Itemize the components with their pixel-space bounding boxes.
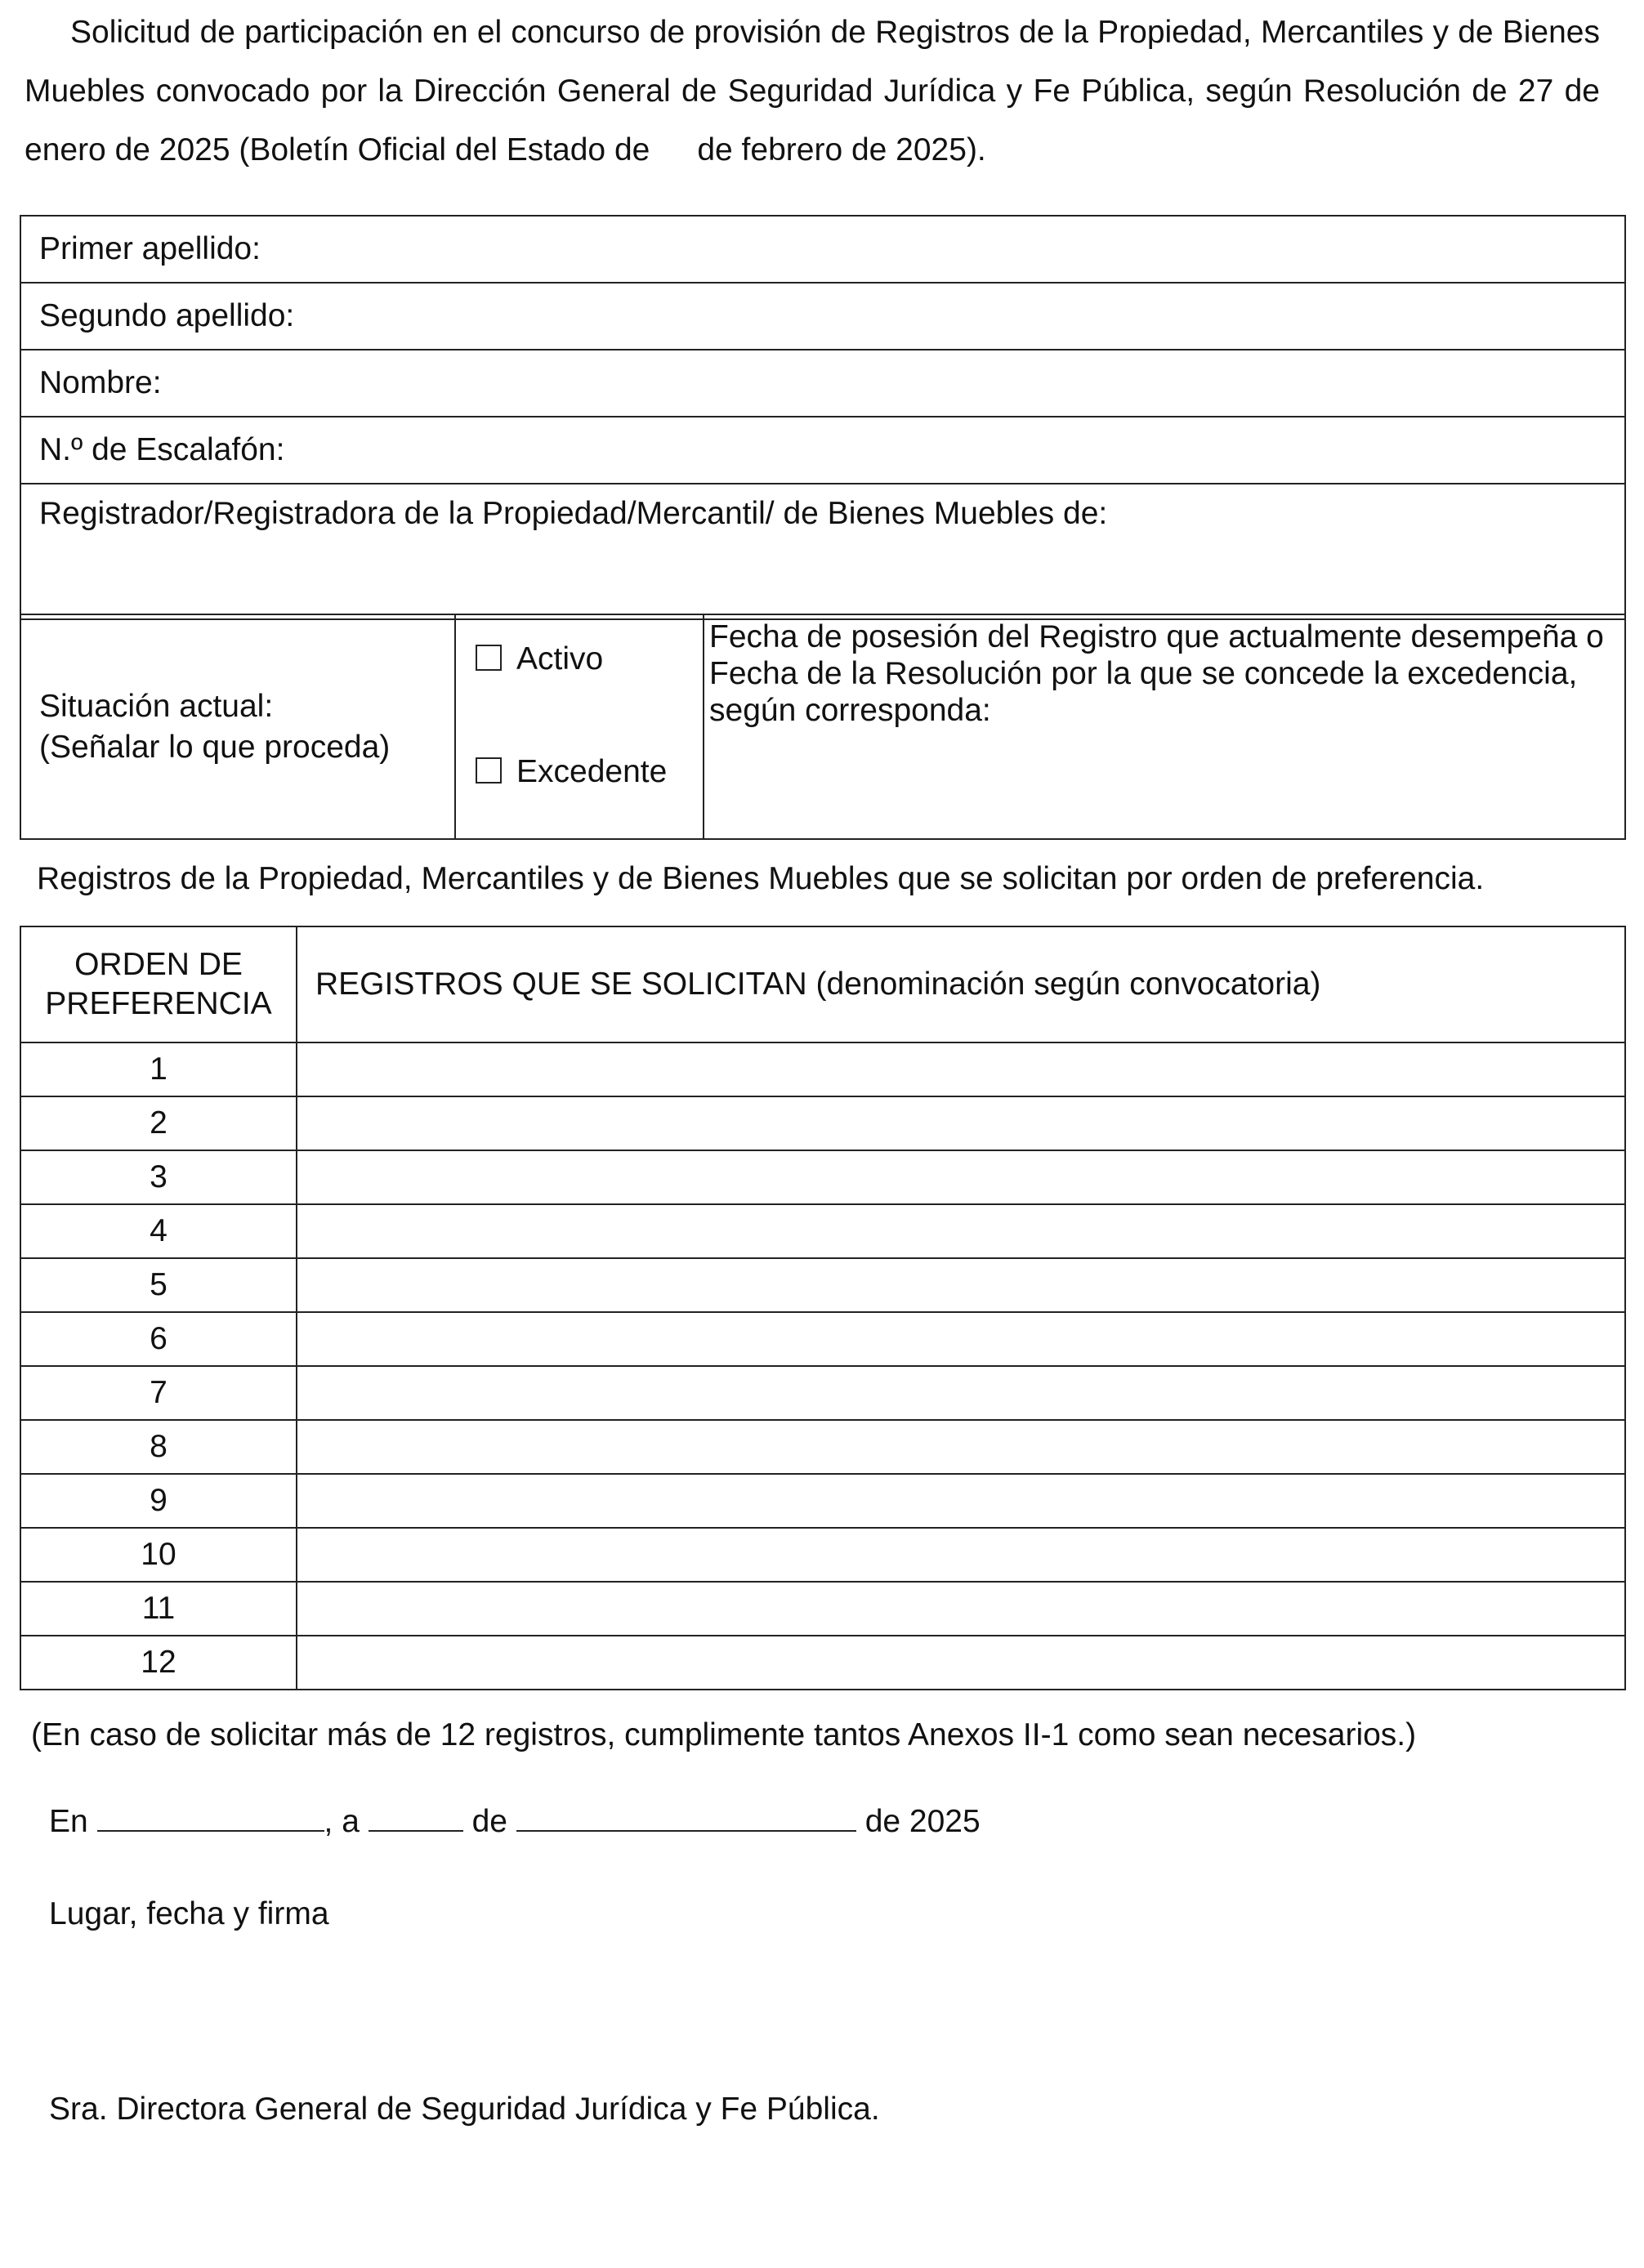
- personal-data-table: [20, 215, 1626, 620]
- orden-header-line-1: ORDEN DE: [74, 947, 243, 982]
- date-year-label: de 2025: [864, 1804, 981, 1839]
- table-row: [20, 1582, 1625, 1636]
- registro-input-cell[interactable]: [297, 1042, 1625, 1096]
- table-row: [20, 1528, 1625, 1582]
- registro-input-cell[interactable]: [297, 1528, 1625, 1582]
- fecha-line-3: según corresponda:: [709, 693, 991, 728]
- row-number: 8: [20, 1420, 297, 1474]
- row-number: 4: [20, 1204, 297, 1258]
- situacion-table: [20, 614, 1626, 840]
- date-en-label: En: [49, 1804, 88, 1839]
- situacion-options-cell: [455, 614, 704, 839]
- registrador-field[interactable]: Registrador/Registradora de la Propiedad/Mercantil/ de Bienes Muebles de:: [20, 484, 1625, 619]
- fecha-line-1: Fecha de posesión del Registro que actualmente desempeña o: [709, 619, 1604, 654]
- table-row: [20, 1204, 1625, 1258]
- row-number: 5: [20, 1258, 297, 1312]
- date-line: [49, 1804, 981, 1840]
- situacion-label: Situación actual:: [39, 688, 274, 724]
- registros-header: REGISTROS QUE SE SOLICITAN (denominación según convocatoria): [297, 926, 1625, 1042]
- row-number: 11: [20, 1582, 297, 1636]
- registro-input-cell[interactable]: [297, 1204, 1625, 1258]
- row-number: 3: [20, 1150, 297, 1204]
- lugar-fecha-firma: Lugar, fecha y firma: [49, 1896, 329, 1931]
- row-number: 12: [20, 1636, 297, 1690]
- registro-input-cell[interactable]: [297, 1150, 1625, 1204]
- registros-table: [20, 926, 1626, 1690]
- date-de-label: de: [471, 1804, 507, 1839]
- table-row: [20, 1150, 1625, 1204]
- activo-checkbox[interactable]: [476, 645, 502, 671]
- registros-note: (En caso de solicitar más de 12 registros, cumplimente tantos Anexos II-1 como sean necesarios.): [31, 1717, 1417, 1752]
- lugar-blank[interactable]: [97, 1804, 324, 1832]
- registro-input-cell[interactable]: [297, 1366, 1625, 1420]
- table-row: [20, 1096, 1625, 1150]
- table-row: [20, 1420, 1625, 1474]
- table-row: [20, 1636, 1625, 1690]
- primer-apellido-field[interactable]: Primer apellido:: [20, 216, 1625, 283]
- table-row: [20, 614, 1625, 839]
- activo-label: Activo: [516, 641, 604, 676]
- row-number: 6: [20, 1312, 297, 1366]
- registro-input-cell[interactable]: [297, 1420, 1625, 1474]
- situacion-hint: (Señalar lo que proceda): [39, 729, 391, 765]
- intro-text-part2: de febrero de 2025).: [697, 132, 986, 167]
- registro-input-cell[interactable]: [297, 1312, 1625, 1366]
- registro-input-cell[interactable]: [297, 1096, 1625, 1150]
- table-row: [20, 283, 1625, 350]
- addressee: Sra. Directora General de Seguridad Jurídica y Fe Pública.: [49, 2092, 880, 2127]
- fecha-line-2: Fecha de la Resolución por la que se concede la excedencia,: [709, 656, 1578, 691]
- table-row: [20, 417, 1625, 484]
- registro-input-cell[interactable]: [297, 1582, 1625, 1636]
- excedente-label: Excedente: [516, 754, 668, 789]
- row-number: 7: [20, 1366, 297, 1420]
- excedente-option[interactable]: [476, 754, 667, 790]
- row-number: 1: [20, 1042, 297, 1096]
- dia-blank[interactable]: [369, 1804, 463, 1832]
- registro-input-cell[interactable]: [297, 1636, 1625, 1690]
- orden-header: [20, 926, 297, 1042]
- row-number: 2: [20, 1096, 297, 1150]
- intro-text-part1: Solicitud de participación en el concurso de provisión de Registros de la Propiedad, Mercantiles y de Bienes Muebles convocado por la Dirección General de Seguridad Jurídica y Fe Pública, según Resolución de 27 de enero de 2025 (Boletín Oficial del Estado de: [25, 15, 1600, 167]
- date-a-label: , a: [324, 1804, 360, 1839]
- table-row: [20, 1042, 1625, 1096]
- intro-paragraph: [25, 3, 1600, 180]
- activo-option[interactable]: [476, 641, 603, 677]
- registro-input-cell[interactable]: [297, 1474, 1625, 1528]
- table-row: [20, 350, 1625, 417]
- table-header-row: [20, 926, 1625, 1042]
- mes-blank[interactable]: [516, 1804, 856, 1832]
- registros-subtitle: Registros de la Propiedad, Mercantiles y de Bienes Muebles que se solicitan por orden de preferencia.: [37, 861, 1485, 896]
- segundo-apellido-field[interactable]: Segundo apellido:: [20, 283, 1625, 350]
- table-row: [20, 1474, 1625, 1528]
- table-row: [20, 1258, 1625, 1312]
- excedente-checkbox[interactable]: [476, 757, 502, 784]
- table-row: [20, 1366, 1625, 1420]
- orden-header-line-2: PREFERENCIA: [45, 986, 272, 1021]
- registro-input-cell[interactable]: [297, 1258, 1625, 1312]
- table-row: [20, 1312, 1625, 1366]
- situacion-label-cell: [20, 614, 455, 839]
- row-number: 10: [20, 1528, 297, 1582]
- fecha-cell[interactable]: [704, 614, 1625, 839]
- nombre-field[interactable]: Nombre:: [20, 350, 1625, 417]
- row-number: 9: [20, 1474, 297, 1528]
- escalafon-field[interactable]: N.º de Escalafón:: [20, 417, 1625, 484]
- table-row: [20, 216, 1625, 283]
- table-row: [20, 484, 1625, 619]
